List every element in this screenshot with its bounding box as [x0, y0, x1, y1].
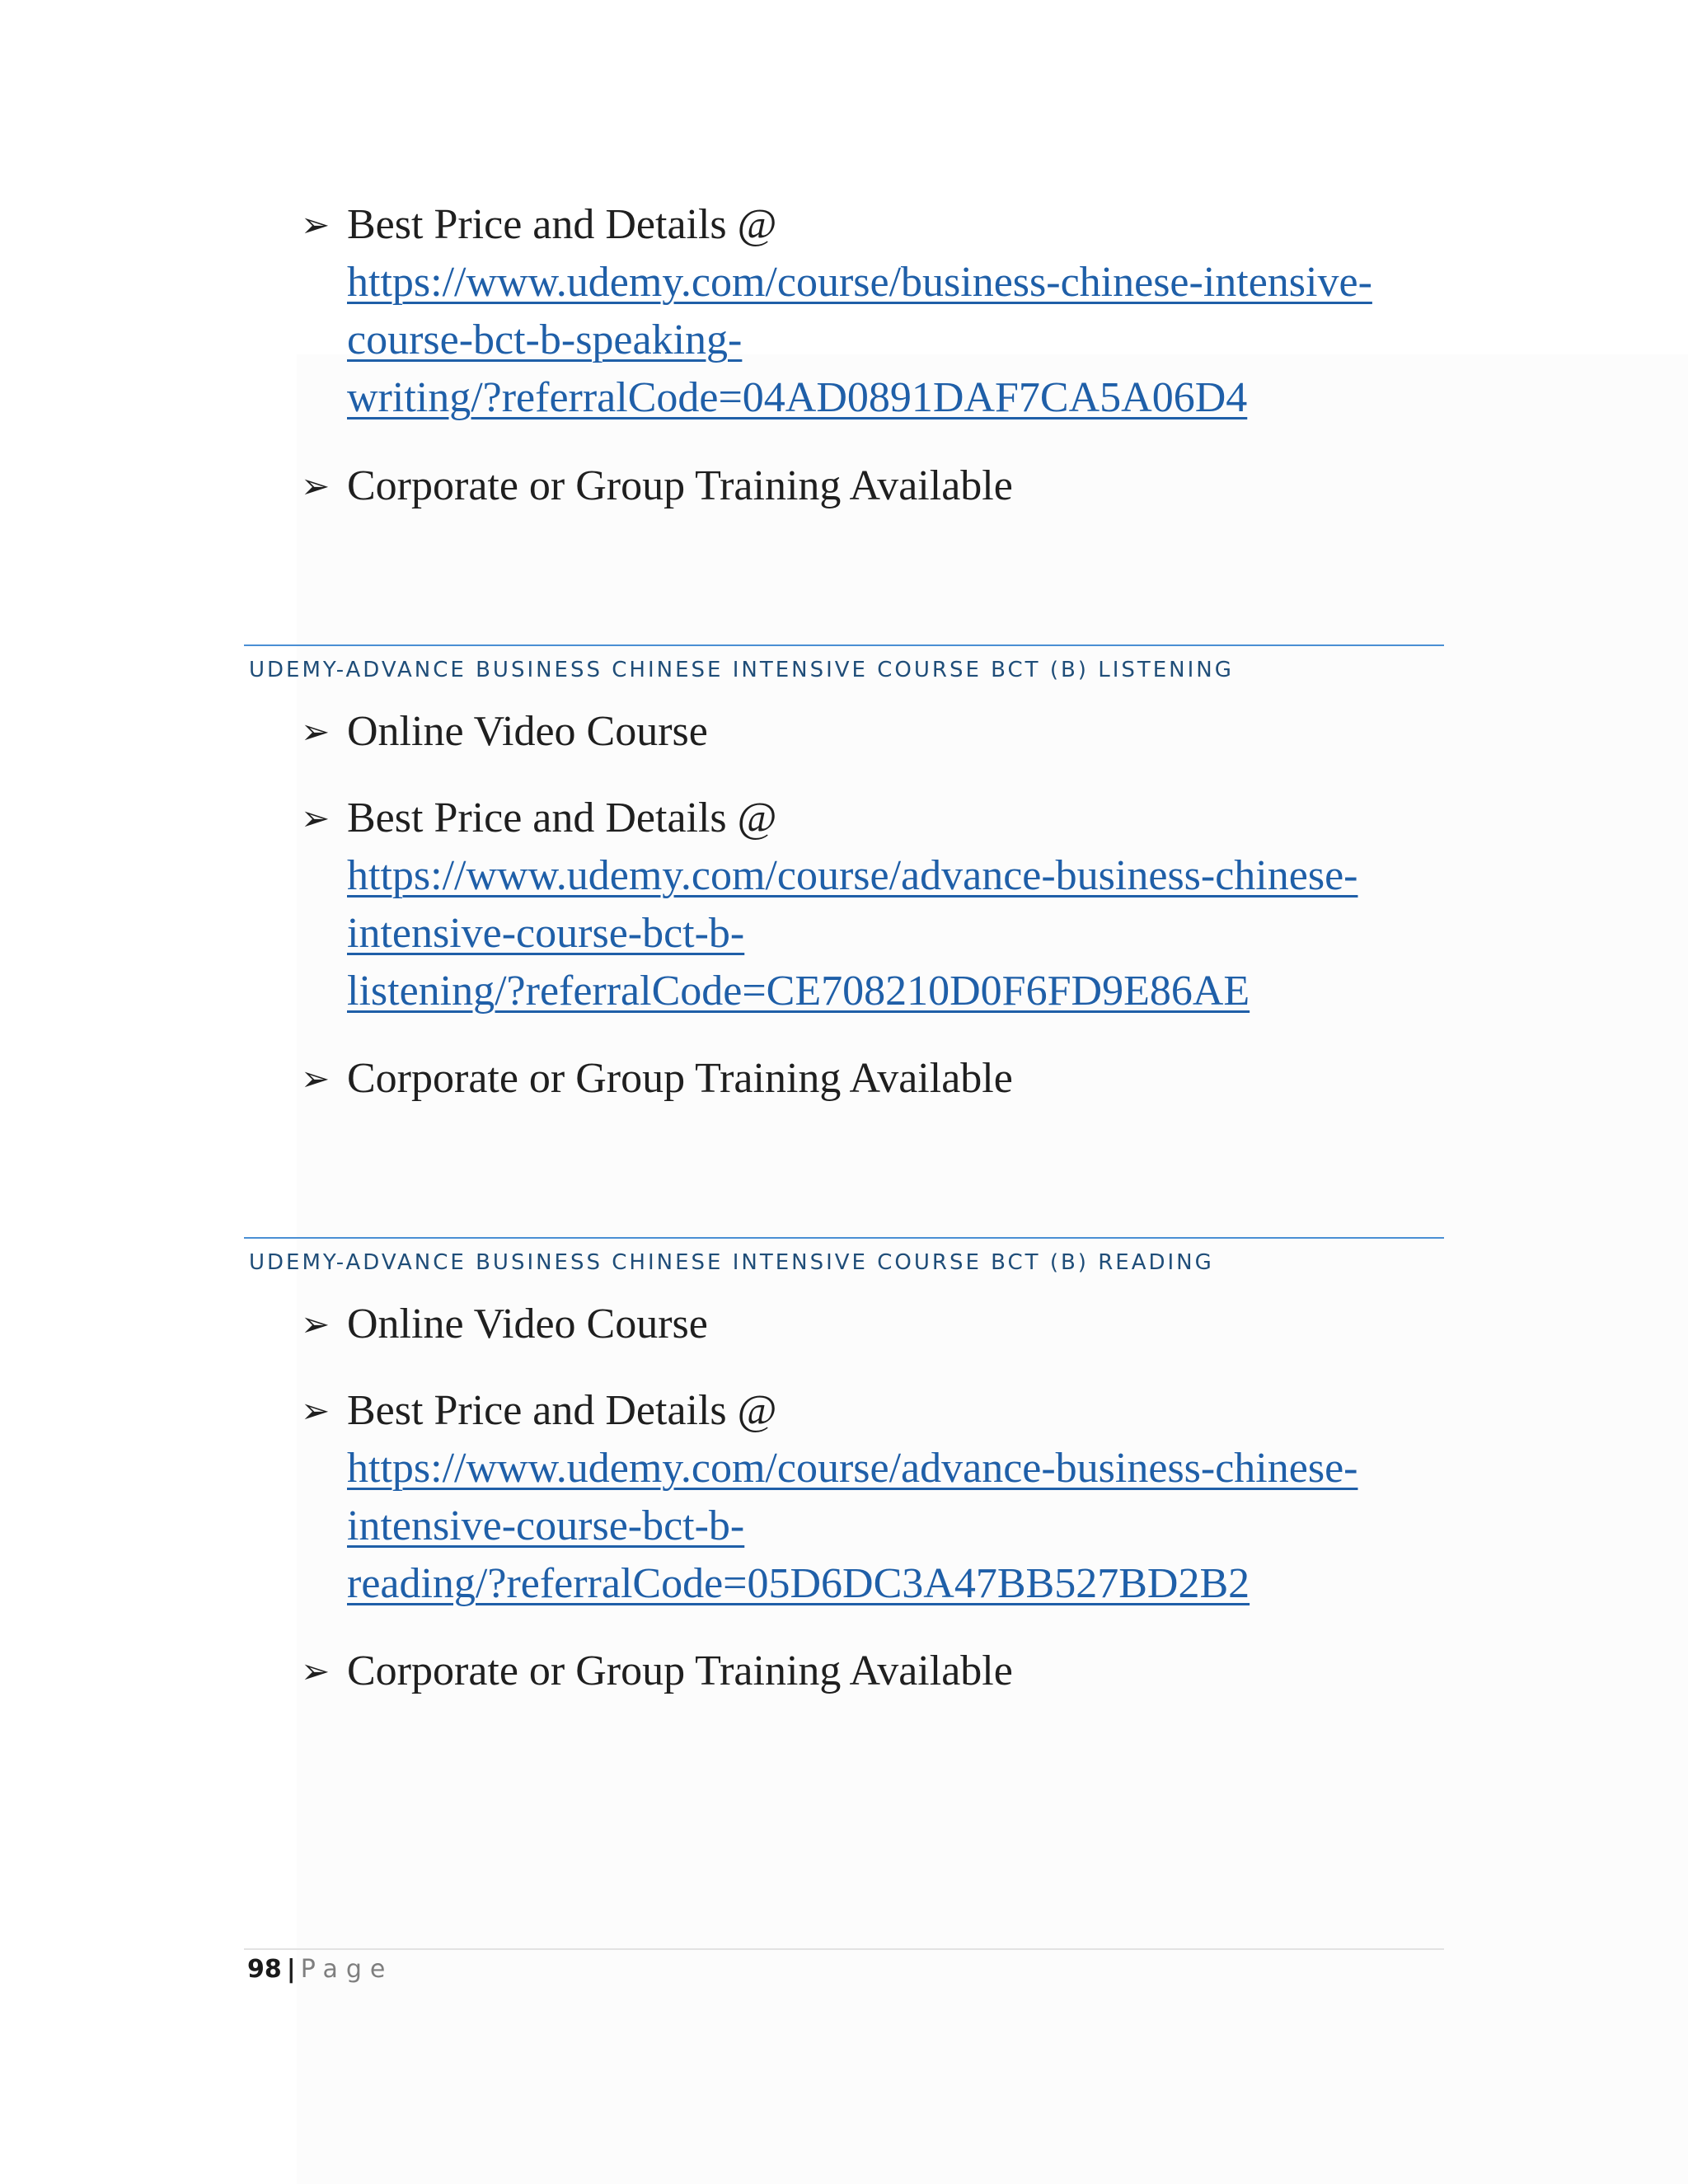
arrowhead-bullet-icon: ➢ [301, 466, 331, 506]
corporate-training-text: Corporate or Group Training Available [347, 1055, 1013, 1102]
udemy-reading-link[interactable] [347, 1440, 1451, 1613]
link-line: writing/?referralCode=04AD0891DAF7CA5A06D4 [347, 374, 1248, 421]
corporate-training-text: Corporate or Group Training Available [347, 462, 1013, 509]
footer-separator: | [286, 1955, 296, 1984]
link-line: https://www.udemy.com/course/advance-business-chinese- [347, 852, 1358, 899]
corporate-training-text: Corporate or Group Training Available [347, 1647, 1013, 1694]
link-line: listening/?referralCode=CE708210D0F6FD9E86AE [347, 968, 1250, 1015]
arrowhead-bullet-icon: ➢ [301, 1390, 331, 1431]
best-price-label: Best Price and Details @ [347, 794, 777, 841]
online-video-course-text: Online Video Course [347, 708, 708, 755]
section-heading-listening: UDEMY-ADVANCE BUSINESS CHINESE INTENSIVE COURSE BCT (B) LISTENING [249, 658, 1234, 682]
udemy-speaking-writing-link[interactable] [347, 254, 1451, 427]
link-line: intensive-course-bct-b- [347, 910, 745, 957]
online-video-course-text: Online Video Course [347, 1301, 708, 1347]
section-divider [244, 1237, 1444, 1239]
best-price-label: Best Price and Details @ [347, 201, 777, 248]
link-line: https://www.udemy.com/course/advance-business-chinese- [347, 1445, 1358, 1492]
arrowhead-bullet-icon: ➢ [301, 1651, 331, 1691]
page-footer [247, 1953, 393, 1986]
arrowhead-bullet-icon: ➢ [301, 1058, 331, 1099]
section-heading-reading: UDEMY-ADVANCE BUSINESS CHINESE INTENSIVE COURSE BCT (B) READING [249, 1250, 1214, 1275]
best-price-label: Best Price and Details @ [347, 1387, 777, 1434]
arrowhead-bullet-icon: ➢ [301, 1304, 331, 1344]
section-divider [244, 644, 1444, 646]
link-line: course-bct-b-speaking- [347, 316, 743, 363]
arrowhead-bullet-icon: ➢ [301, 204, 331, 245]
footer-divider [244, 1948, 1444, 1950]
link-line: intensive-course-bct-b- [347, 1502, 745, 1549]
udemy-listening-link[interactable] [347, 847, 1451, 1020]
page-number: 98 [247, 1955, 282, 1984]
arrowhead-bullet-icon: ➢ [301, 798, 331, 838]
link-line: reading/?referralCode=05D6DC3A47BB527BD2B2 [347, 1560, 1250, 1607]
page-label: Page [300, 1955, 394, 1984]
arrowhead-bullet-icon: ➢ [301, 711, 331, 752]
link-line: https://www.udemy.com/course/business-chinese-intensive- [347, 259, 1372, 306]
